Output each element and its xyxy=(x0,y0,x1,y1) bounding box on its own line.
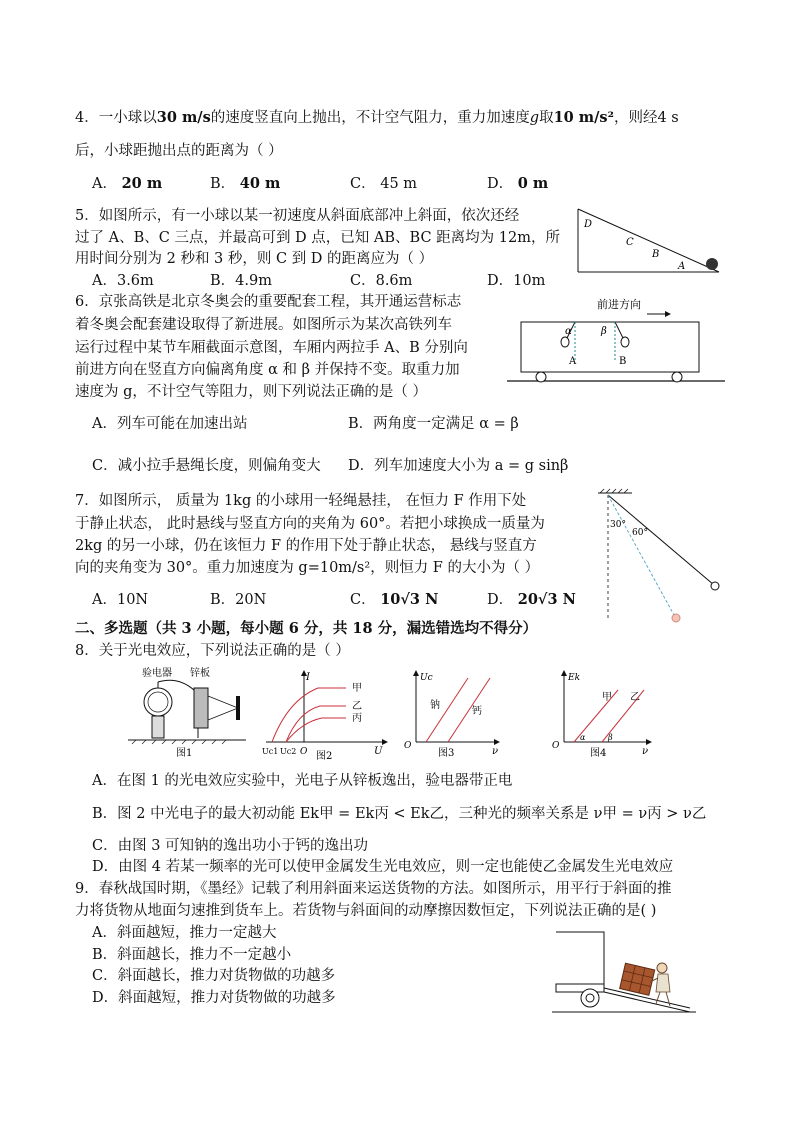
fig4-label-jia: 甲 xyxy=(602,692,612,703)
q9-line1: 9．春秋战国时期，《墨经》记载了利用斜面来运送货物的方法。如图所示，用平行于斜面的推 xyxy=(75,881,672,897)
fig4-beta: β xyxy=(608,733,613,742)
q7-angle-60: 60° xyxy=(632,528,648,538)
q6-option-d: D．列车加速度大小为 a = g sinβ xyxy=(348,458,569,474)
fig2-label-yi: 乙 xyxy=(352,701,362,712)
fig1-caption: 图1 xyxy=(176,748,193,758)
q7-option-c: C． 10√3 N xyxy=(350,591,439,608)
q5-label-a: A xyxy=(678,261,686,272)
q7-option-b: B．20N xyxy=(210,592,267,608)
q5-label-c: C xyxy=(626,237,634,248)
q7-option-d: D． 20√3 N xyxy=(487,591,576,608)
q8-figure-2 xyxy=(258,668,390,760)
q4-option-c: C． 45 m xyxy=(350,176,418,192)
q6-option-c: C．减小拉手悬绳长度，则偏角变大 xyxy=(92,458,321,474)
q5-incline-figure xyxy=(574,205,724,277)
q6-alpha: α xyxy=(565,326,572,337)
q9-option-b: B．斜面越长，推力不一定越小 xyxy=(92,947,292,963)
fig2-origin: O xyxy=(300,747,308,757)
q4-text-a: 4．一小球以 xyxy=(75,110,157,126)
q4-t: 4 s xyxy=(657,110,679,126)
fig3-axis-uc: Uc xyxy=(420,673,433,683)
q5-line2: 过了 A、B、C 三点，并最高可到 D 点，已知 AB、BC 距离均为 12m，所 xyxy=(75,230,560,246)
fig3-label-na: 钠 xyxy=(430,700,440,711)
q7-angle-30: 30° xyxy=(610,520,626,530)
q5-line1: 5．如图所示，有一小球以某一初速度从斜面底部冲上斜面，依次还经 xyxy=(75,208,520,224)
q4-option-b: B． 40 m xyxy=(210,175,281,192)
q7-line4: 向的夹角变为 30°。重力加速度为 g=10m/s²，则恒力 F 的大小为（ ） xyxy=(75,560,540,576)
fig3-caption: 图3 xyxy=(438,748,455,759)
q6-line3: 运行过程中某节车厢截面示意图，车厢内两拉手 A、B 分别向 xyxy=(75,340,468,356)
fig4-caption: 图4 xyxy=(590,748,607,759)
q6-train-figure xyxy=(505,292,727,388)
q5-label-b: B xyxy=(652,249,660,260)
q9-option-c: C．斜面越长，推力对货物做的功越多 xyxy=(92,968,336,984)
q6-option-a: A．列车可能在加速出站 xyxy=(92,416,248,432)
q9-line2: 力将货物从地面匀速推到货车上。若货物与斜面间的动摩擦因数恒定，下列说法正确的是( ) xyxy=(75,903,657,919)
q5-option-d: D．10m xyxy=(487,273,546,289)
q4-text-c: 取 xyxy=(539,110,554,126)
q6-line1: 6．京张高铁是北京冬奥会的重要配套工程，其开通运营标志 xyxy=(75,294,462,310)
fig4-origin: O xyxy=(552,741,560,751)
q7-line1: 7．如图所示， 质量为 1kg 的小球用一轻绳悬挂， 在恒力 F 作用下处 xyxy=(75,493,527,509)
q8-option-d: D．由图 4 若某一频率的光可以使甲金属发生光电效应，则一定也能使乙金属发生光电效应 xyxy=(92,859,674,875)
q8-option-c: C．由图 3 可知钠的逸出功小于钙的逸出功 xyxy=(92,838,369,854)
q7-line2: 于静止状态， 此时悬线与竖直方向的夹角为 60°。若把小球换成一质量为 xyxy=(75,516,545,532)
fig3-label-ca: 钙 xyxy=(472,706,482,717)
fig2-label-jia: 甲 xyxy=(352,683,362,694)
q8-line1: 8．关于光电效应，下列说法正确的是（ ） xyxy=(75,643,350,659)
q4-option-a: A． 20 m xyxy=(92,175,163,192)
fig4-axis-v: ν xyxy=(642,746,649,757)
fig4-alpha: α xyxy=(580,733,586,742)
q4-gval: 10 m/s² xyxy=(553,109,614,126)
q4-option-d: D． 0 m xyxy=(487,175,549,192)
fig3-axis-v: ν xyxy=(492,746,499,757)
q7-pendulum-figure xyxy=(592,487,730,627)
q6-beta: β xyxy=(601,326,607,337)
fig2-axis-i: I xyxy=(306,672,310,683)
q6-line2: 着冬奥会配套建设取得了新进展。如图所示为某次高铁列车 xyxy=(75,317,452,333)
q8-option-b: B．图 2 中光电子的最大初动能 Ek甲 = Ek丙 < Ek乙，三种光的频率关系是 ν甲 = ν丙 > ν乙 xyxy=(92,806,707,822)
q4-line2: 后，小球距抛出点的距离为（ ） xyxy=(75,143,283,159)
fig2-caption: 图2 xyxy=(316,751,333,760)
q4-text-d: ，则经 xyxy=(613,110,658,126)
q4-line1 xyxy=(75,108,679,128)
q8-option-a: A．在图 1 的光电效应实验中，光电子从锌板逸出，验电器带正电 xyxy=(92,773,513,789)
fig2-uc1: Uc1 xyxy=(262,747,279,756)
q6-line4: 前进方向在竖直方向偏离角度 α 和 β 并保持不变。取重力加 xyxy=(75,362,460,378)
q6-option-b: B．两角度一定满足 α = β xyxy=(348,416,519,432)
q6-handle-a: A xyxy=(569,356,577,367)
q5-option-c: C．8.6m xyxy=(350,273,413,289)
section-2-heading: 二、多选题（共 3 小题，每小题 6 分，共 18 分，漏选错选均不得分） xyxy=(75,620,538,637)
q6-direction-label: 前进方向 xyxy=(597,298,641,311)
fig1-zinc-label: 锌板 xyxy=(190,668,210,679)
q7-option-a: A．10N xyxy=(92,592,149,608)
q5-option-b: B．4.9m xyxy=(210,273,272,289)
q7-line3: 2kg 的另一小球，仍在该恒力 F 的作用下处于静止状态， 悬线与竖直方 xyxy=(75,538,537,554)
fig4-axis-ek: Ek xyxy=(568,673,581,683)
q5-line3: 用时间分别为 2 秒和 3 秒，则 C 到 D 的距离应为（ ） xyxy=(75,251,434,267)
q8-figure-1 xyxy=(128,666,248,758)
q6-handle-b: B xyxy=(619,356,627,367)
fig3-origin: O xyxy=(404,741,412,751)
fig2-axis-u: U xyxy=(374,746,383,757)
fig1-electroscope-label: 验电器 xyxy=(142,668,172,679)
q6-line5: 速度为 g，不计空气等阻力，则下列说法正确的是（ ） xyxy=(75,384,427,400)
q4-g: g xyxy=(529,110,540,126)
q8-figure-4 xyxy=(546,668,654,760)
fig4-label-yi: 乙 xyxy=(630,692,640,703)
q9-ramp-figure xyxy=(552,928,698,1016)
q5-option-a: A．3.6m xyxy=(92,273,154,289)
q8-figure-3 xyxy=(398,668,502,760)
q5-label-d: D xyxy=(584,219,593,230)
q9-option-a: A．斜面越短，推力一定越大 xyxy=(92,925,277,941)
q9-option-d: D．斜面越短，推力对货物做的功越多 xyxy=(92,990,336,1006)
fig2-uc2: Uc2 xyxy=(280,747,297,756)
q4-v0: 30 m/s xyxy=(156,109,211,126)
fig2-label-bing: 丙 xyxy=(352,713,362,724)
q4-text-b: 的速度竖直向上抛出，不计空气阻力，重力加速度 xyxy=(210,110,530,126)
